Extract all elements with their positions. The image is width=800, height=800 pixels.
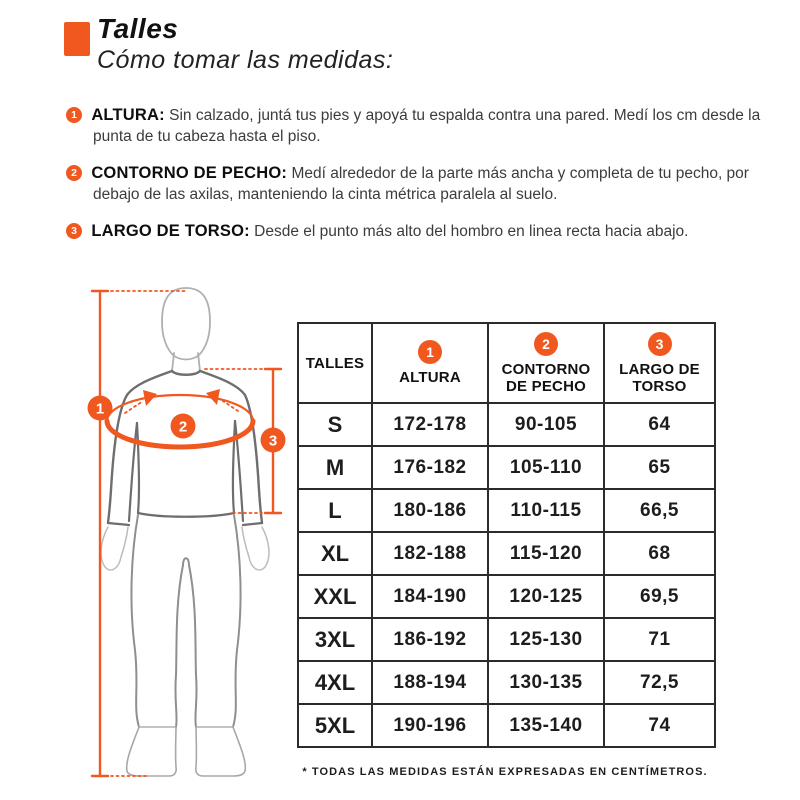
figure-right-hand (242, 527, 269, 570)
step-2-badge: 2 (66, 165, 82, 181)
marker-2-badge (171, 414, 196, 439)
instruction-contorno-text: Medí alrededor de la parte más ancha y completa de tu pecho, por debajo de las axilas, manteniendo la cinta métrica paralela al suelo. (93, 165, 749, 203)
brand-square-icon (64, 22, 90, 56)
instruction-altura-text: Sin calzado, juntá tus pies y apoyá tu espalda contra una pared. Medí los cm desde la punta de tu cabeza hasta el piso. (93, 107, 761, 145)
column-3-badge: 3 (648, 332, 672, 356)
figure-head (162, 288, 210, 360)
size-table (297, 322, 716, 748)
marker-3-badge (261, 428, 286, 453)
figure-left-foot (127, 727, 177, 776)
page-subtitle: Cómo tomar las medidas: (97, 46, 394, 74)
figure-waist-hem (138, 513, 234, 517)
step-3-badge: 3 (66, 223, 82, 239)
instruction-torso-text: Desde el punto más alto del hombro en linea recta hacia abajo. (254, 223, 689, 240)
table-row-xxl: XXL 184-190 120-125 69,5 (298, 575, 715, 618)
instruction-contorno (66, 163, 766, 205)
column-1-badge: 1 (418, 340, 442, 364)
column-2-badge: 2 (534, 332, 558, 356)
page-title: Talles (97, 13, 179, 44)
units-footnote: * TODAS LAS MEDIDAS ESTÁN EXPRESADAS EN CENTÍMETROS. (302, 766, 708, 778)
instruction-altura (66, 105, 766, 147)
figure-right-foot (196, 727, 246, 776)
instruction-altura-label: ALTURA: (91, 106, 165, 124)
table-row-4xl: 4XL 188-194 130-135 72,5 (298, 661, 715, 704)
table-row-l: L 180-186 110-115 66,5 (298, 489, 715, 532)
column-header-talles: TALLES (298, 323, 372, 403)
column-header-largo: 3 LARGO DE TORSO (604, 323, 715, 403)
table-row-3xl: 3XL 186-192 125-130 71 (298, 618, 715, 661)
table-row-s: S 172-178 90-105 64 (298, 403, 715, 446)
svg-text:3: 3 (268, 432, 278, 450)
table-row-5xl: 5XL 190-196 135-140 74 (298, 704, 715, 747)
table-row-m: M 176-182 105-110 65 (298, 446, 715, 489)
svg-text:2: 2 (178, 418, 188, 436)
table-row-xl: XL 182-188 115-120 68 (298, 532, 715, 575)
column-header-contorno: 2 CONTORNO DE PECHO (488, 323, 604, 403)
instruction-torso (66, 221, 766, 242)
instruction-torso-label: LARGO DE TORSO: (91, 222, 250, 240)
measure-line-altura (92, 291, 186, 776)
instruction-contorno-label: CONTORNO DE PECHO: (91, 164, 288, 182)
svg-text:1: 1 (95, 400, 105, 418)
marker-1-badge (88, 396, 113, 421)
step-1-badge: 1 (66, 107, 82, 123)
size-table-header-row (298, 323, 715, 403)
column-header-altura: 1 ALTURA (372, 323, 488, 403)
measurement-instructions (66, 105, 766, 258)
body-measurement-diagram (55, 265, 300, 795)
arrow-left-icon (143, 390, 157, 406)
figure-left-hand (101, 527, 128, 570)
